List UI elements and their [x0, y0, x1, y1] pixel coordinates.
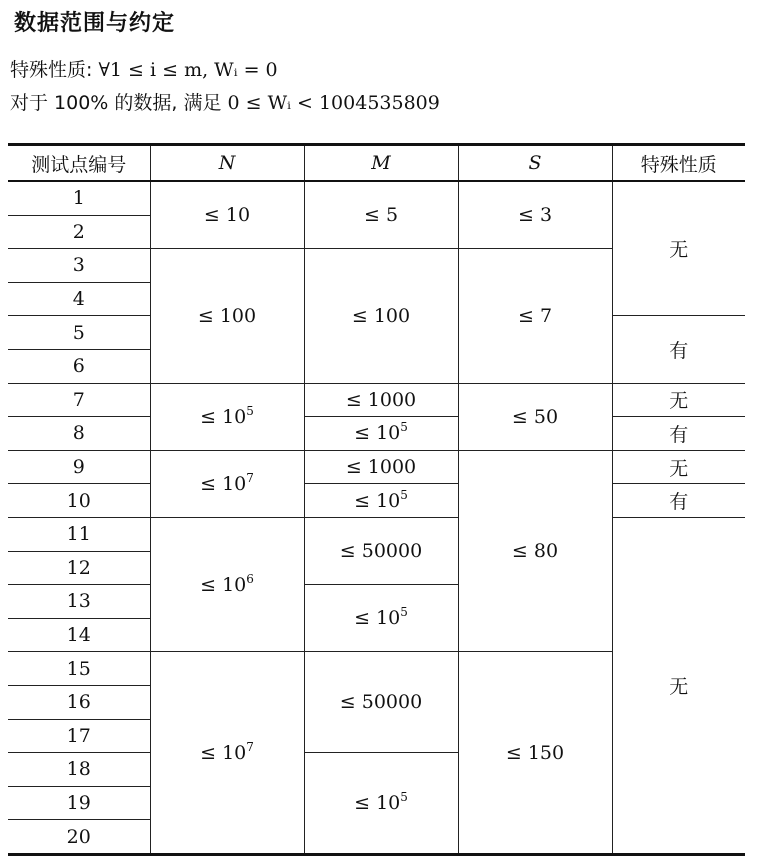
test-id-cell: 2	[8, 215, 150, 249]
header-m: M	[304, 145, 458, 182]
table-row	[8, 181, 745, 215]
test-id-cell: 4	[8, 282, 150, 316]
header-n: N	[150, 145, 304, 182]
header-special: 特殊性质	[612, 145, 745, 182]
test-id-cell: 15	[8, 652, 150, 686]
s-cell: ≤ 3	[458, 181, 612, 249]
table-row	[8, 417, 745, 451]
n-cell: ≤ $10^7$	[150, 450, 304, 517]
m-cell: ≤ $10^5$	[304, 484, 458, 518]
test-id-cell: 7	[8, 383, 150, 417]
m-cell: ≤ 1000	[304, 383, 458, 417]
special-cell: 无	[612, 517, 745, 854]
full-data-label: 对于 100% 的数据, 满足	[10, 92, 222, 114]
m-cell: ≤ 50000	[304, 517, 458, 584]
subtask-table	[8, 143, 745, 856]
table-row	[8, 450, 745, 484]
m-cell: ≤ 50000	[304, 652, 458, 753]
table-header-row	[8, 145, 745, 182]
header-test-id: 测试点编号	[8, 145, 150, 182]
s-cell: ≤ 7	[458, 249, 612, 383]
test-id-cell: 3	[8, 249, 150, 283]
header-s: S	[458, 145, 612, 182]
test-id-cell: 6	[8, 349, 150, 383]
test-id-cell: 8	[8, 417, 150, 451]
m-cell: ≤ 5	[304, 181, 458, 249]
test-id-cell: 20	[8, 820, 150, 855]
special-cell: 无	[612, 383, 745, 417]
test-id-cell: 9	[8, 450, 150, 484]
special-cell: 无	[612, 181, 745, 316]
table-row	[8, 517, 745, 551]
test-id-cell: 1	[8, 181, 150, 215]
test-id-cell: 18	[8, 753, 150, 787]
test-id-cell: 5	[8, 316, 150, 350]
test-id-cell: 10	[8, 484, 150, 518]
table-row	[8, 383, 745, 417]
m-cell: ≤ $10^5$	[304, 585, 458, 652]
test-id-cell: 14	[8, 618, 150, 652]
n-cell: ≤ $10^6$	[150, 517, 304, 651]
test-id-cell: 13	[8, 585, 150, 619]
m-cell: ≤ 1000	[304, 450, 458, 484]
s-cell: ≤ 50	[458, 383, 612, 450]
n-cell: ≤ $10^5$	[150, 383, 304, 450]
test-id-cell: 17	[8, 719, 150, 753]
full-data-formula: 0 ≤ Wᵢ < 1004535809	[227, 92, 440, 114]
special-cell: 无	[612, 450, 745, 484]
test-id-cell: 11	[8, 517, 150, 551]
s-cell: ≤ 150	[458, 652, 612, 855]
m-cell: ≤ 100	[304, 249, 458, 383]
n-cell: ≤ $10^7$	[150, 652, 304, 855]
special-property-line	[10, 55, 278, 82]
special-cell: 有	[612, 316, 745, 383]
n-cell: ≤ 10	[150, 181, 304, 249]
n-cell: ≤ 100	[150, 249, 304, 383]
section-title: 数据范围与约定	[14, 11, 176, 36]
m-cell: ≤ $10^5$	[304, 417, 458, 451]
special-cell: 有	[612, 484, 745, 518]
special-property-formula: ∀1 ≤ i ≤ m, Wᵢ = 0	[98, 59, 278, 81]
test-id-cell: 19	[8, 786, 150, 820]
test-id-cell: 16	[8, 685, 150, 719]
table-row	[8, 484, 745, 518]
s-cell: ≤ 80	[458, 450, 612, 652]
test-id-cell: 12	[8, 551, 150, 585]
m-cell: ≤ $10^5$	[304, 753, 458, 855]
full-data-line	[10, 88, 440, 115]
special-property-label: 特殊性质:	[10, 59, 93, 81]
special-cell: 有	[612, 417, 745, 451]
